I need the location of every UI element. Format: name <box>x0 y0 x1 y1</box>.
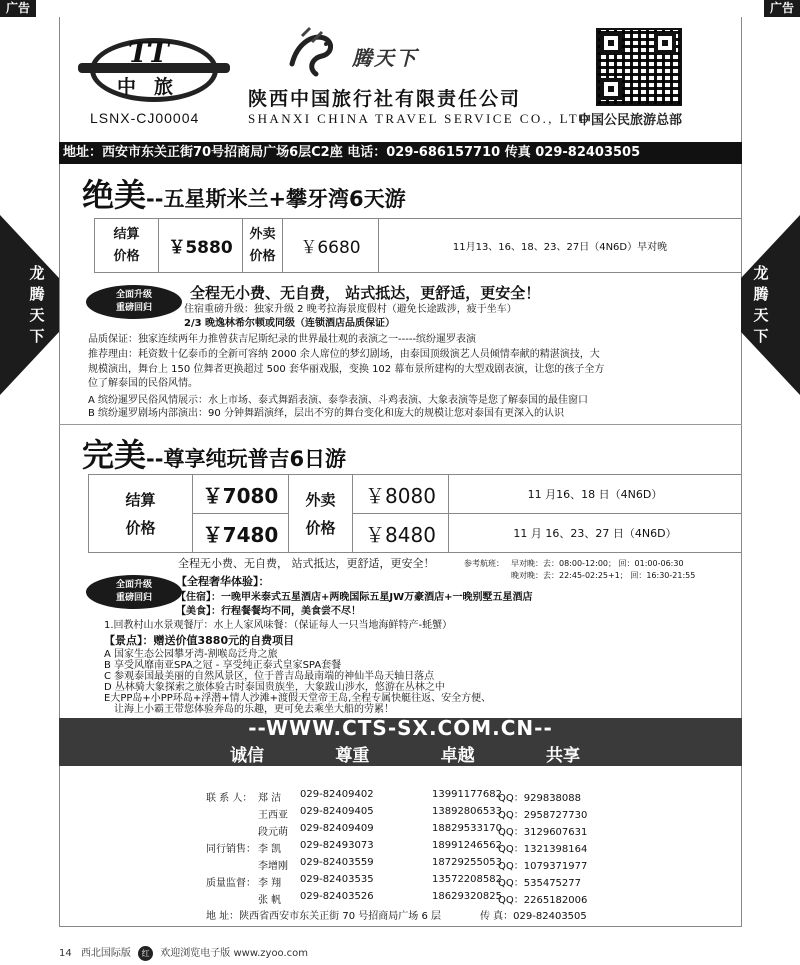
spot-item: D 丛林骑大象探索之旅体验古时泰国贵族坐，大象跋山涉水，悠游在丛林之中 <box>104 682 445 693</box>
side-text-right: 龙 腾 天 下 <box>753 264 769 345</box>
edition-circle-icon: 红 <box>138 946 153 961</box>
value-item: 卓越 <box>440 746 475 766</box>
qr-caption: 中国公民旅游总部 <box>578 113 683 128</box>
spots-title: 【景点】：赠送价值3880元的自费项目 <box>104 634 295 647</box>
qr-eye <box>600 32 622 54</box>
tour1-settle-price: ￥5880 <box>159 219 243 273</box>
address-bar: 地址：西安市东关正街70号招商局广场6层C2座 电话：029-686157710 传真 029-82403505 <box>59 142 742 164</box>
logo-mark: TT <box>128 36 169 69</box>
spot-item: C 参观泰国最美丽的自然风景区，位于普吉岛最南端的神仙半岛天轴日落点 <box>104 671 435 682</box>
tour2-retail-price-1: ￥8080 <box>353 475 449 514</box>
spot-item: 让海上小霸王带您体验奔岛的乐趣，更可免去乘坐大船的劳累！ <box>114 704 394 715</box>
value-item: 共享 <box>545 746 580 766</box>
retail-label: 外卖 价格 <box>289 475 353 553</box>
value-item: 诚信 <box>230 746 264 766</box>
settle-label: 结算 价格 <box>89 475 193 553</box>
spot-item: A 国家生态公园攀牙湾-割喉岛泛舟之旅 <box>104 649 278 660</box>
food-line: 【美食】：行程餐餐均不同，美食尝不尽！ <box>176 606 361 617</box>
value-item: 尊重 <box>335 746 370 766</box>
qr-eye <box>654 32 676 54</box>
spot-item: B 享受风靡南亚SPA之冠 - 享受纯正泰式皇家SPA套餐 <box>104 660 342 671</box>
divider <box>59 424 742 425</box>
upgrade-badge: 全面升级 重磅回归 <box>86 575 182 609</box>
license-number: LSNX-CJ00004 <box>90 110 200 126</box>
flight-label: 参考航班： <box>464 559 504 568</box>
tour1-retail-price: ￥6680 <box>283 219 379 273</box>
qr-eye <box>600 78 622 100</box>
tour1-headline: 全程无小费、无自费， 站式抵达，更舒适，更安全！ <box>190 284 541 302</box>
tour2-settle-price-2: ￥7480 <box>193 514 289 553</box>
tour2-dates-1: 11 月16、18 日（4N6D） <box>449 475 742 514</box>
tour1-line: 规模演出，舞台上 150 位舞者更换超过 500 套华丽戏服，变换 102 幕布景所建构的大型戏剧表演，让您的孩子全方 <box>88 364 605 375</box>
website-url: --WWW.CTS-SX.COM.CN-- <box>248 716 553 740</box>
logo-text: 中旅 <box>116 76 191 98</box>
tour1-price-table <box>94 218 742 273</box>
tour2-title: 完美--尊享纯玩普吉6日游 <box>82 436 347 474</box>
upgrade-badge: 全面升级 重磅回归 <box>86 285 182 319</box>
tour2-dates-2: 11 月 16、23、27 日（4N6D） <box>449 514 742 553</box>
ad-label-right: 广告 <box>764 0 800 17</box>
food-detail: 1.回教村山水景观餐厅：水上人家风味餐：（保证每人一只当地海鲜特产-蚝蟹） <box>104 620 453 631</box>
retail-label: 外卖 价格 <box>243 219 283 273</box>
bottom-address: 地 址：陕西省西安市东关正街 70 号招商局广场 6 层 <box>206 911 441 922</box>
page-number: 14 <box>59 948 72 959</box>
brand-slogan: 腾天下 <box>352 46 418 70</box>
tour1-title: 绝美--五星斯米兰+攀牙湾6天游 <box>82 176 406 214</box>
settle-label: 结算 价格 <box>95 219 159 273</box>
values-row <box>230 741 580 766</box>
tour1-line: 住宿重磅升级：独家升级 2 晚考拉海景度假村（避免长途跋涉，疲于坐车） <box>184 304 517 315</box>
tour1-line: 位了解泰国的民俗风情。 <box>88 378 198 389</box>
tour1-line: 品质保证：独家连续两年力推曾获吉尼斯纪录的世界最壮观的表演之一-----缤纷暹罗表演 <box>88 334 477 345</box>
tour2-retail-price-2: ￥8480 <box>353 514 449 553</box>
flight-2: 晚对晚：去：22:45-02:25+1； 回：16:30-21:55 <box>511 571 696 580</box>
page-footer <box>59 944 308 961</box>
tour2-settle-price-1: ￥7080 <box>193 475 289 514</box>
flight-1: 早对晚：去：08:00-12:00； 回：01:00-06:30 <box>511 559 684 568</box>
tour2-price-table <box>88 474 742 553</box>
ad-label-left: 广告 <box>0 0 36 17</box>
spot-item: E大PP岛+小PP环岛+浮潜+情人沙滩+渡假天堂帝王岛,全程专属快艇往返、安全方便、 <box>104 693 492 704</box>
tour1-line: A 缤纷暹罗民俗风情展示：水上市场、泰式舞蹈表演、泰拳表演、斗鸡表演、大象表演等是您了解泰国的最佳窗口 <box>88 395 589 406</box>
company-name-cn: 陕西中国旅行社有限责任公司 <box>248 88 522 110</box>
bottom-fax: 传 真：029-82403505 <box>480 911 587 922</box>
side-text-left: 龙 腾 天 下 <box>29 264 45 345</box>
lodging-line: 【住宿】：一晚甲米泰式五星酒店+两晚国际五星JW万豪酒店+一晚别墅五星酒店 <box>176 592 533 603</box>
tour2-headline: 全程无小费、无自费， 站式抵达，更舒适，更安全！ <box>178 557 435 570</box>
edition-label: 西北国际版 <box>80 948 131 959</box>
footer-text: 欢迎浏览电子版 www.zyoo.com <box>160 948 309 959</box>
dragon-icon <box>282 24 342 84</box>
tour1-line: B 缤纷暹罗剧场内部演出：90 分钟舞蹈演绎，层出不穷的舞台变化和庞大的规模让您对泰国有更深入的认识 <box>88 408 564 419</box>
tour1-line: 推荐理由：耗资数十亿泰币的全新可容纳 2000 余人席位的梦幻剧场，由泰国顶级演艺人员倾情奉献的精湛演技，大 <box>88 349 600 360</box>
experience-title: 【全程奢华体验】： <box>176 575 270 588</box>
tour1-dates: 11月13、16、18、23、27日（4N6D）早对晚 <box>379 219 742 273</box>
company-name-en: SHANXI CHINA TRAVEL SERVICE CO., LTD <box>248 111 591 126</box>
tour1-line: 2/3 晚逸林希尔顿或同级（连锁酒店品质保证） <box>184 318 396 329</box>
